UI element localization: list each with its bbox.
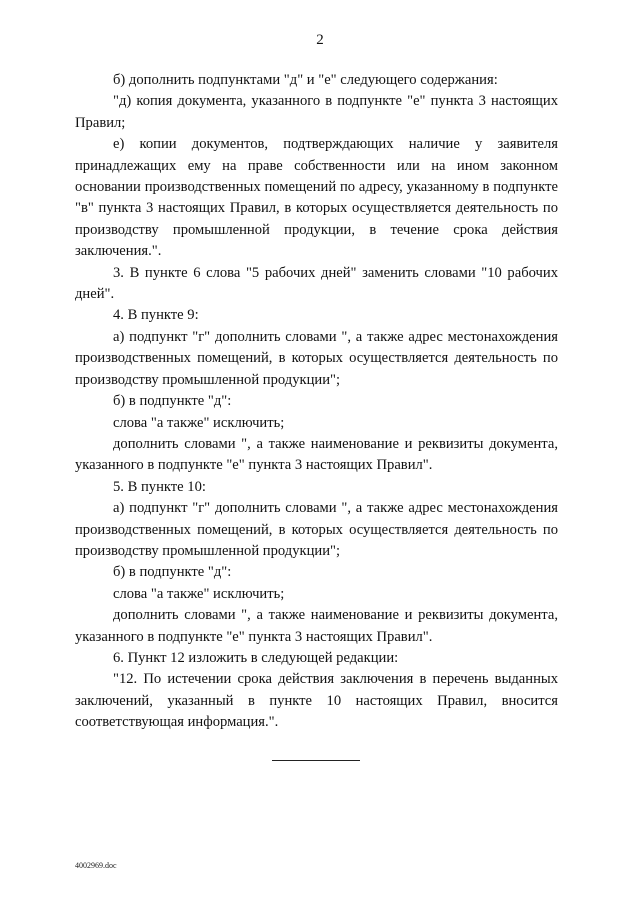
end-separator-line — [272, 760, 360, 761]
paragraph: слова "а также" исключить; — [113, 414, 285, 431]
paragraph: 3. В пункте 6 слова "5 рабочих дней" заменить словами "10 рабочих дней". — [75, 264, 558, 303]
paragraph: 6. Пункт 12 изложить в следующей редакции: — [113, 649, 399, 666]
paragraph: е) копии документов, подтверждающих наличие у заявителя принадлежащих ему на праве собственности или на ином законном основании производственных помещений по адресу, указанному в подпункте "в" пункта 3 настоящих Правил, в которых осуществляется деятельность по производству промышленной продукции, в течение срока действия заключения.". — [75, 136, 558, 260]
paragraph: а) подпункт "г" дополнить словами ", а также адрес местонахождения производственных помещений, в которых осуществляется деятельность по производству промышленной продукции"; — [75, 500, 558, 559]
paragraph: 5. В пункте 10: — [113, 478, 206, 495]
paragraph: б) в подпункте "д": — [113, 393, 232, 410]
paragraph: б) дополнить подпунктами "д" и "е" следующего содержания: — [113, 72, 498, 88]
page-number: 2 — [316, 32, 324, 48]
footer-filename: 4002969.doc — [75, 861, 117, 870]
paragraph: 4. В пункте 9: — [113, 307, 199, 324]
paragraph: слова "а также" исключить; — [113, 585, 285, 602]
document-body — [75, 70, 558, 734]
paragraph: "д) копия документа, указанного в подпункте "е" пункта 3 настоящих Правил; — [75, 93, 558, 131]
paragraph: дополнить словами ", а также наименование и реквизиты документа, указанного в подпункте "е" пункта 3 настоящих Правил". — [75, 435, 558, 474]
paragraph: дополнить словами ", а также наименование и реквизиты документа, указанного в подпункте "е" пункта 3 настоящих Правил". — [75, 607, 558, 645]
paragraph: а) подпункт "г" дополнить словами ", а также адрес местонахождения производственных помещений, в которых осуществляется деятельность по производству промышленной продукции"; — [75, 328, 558, 388]
paragraph: "12. По истечении срока действия заключения в перечень выданных заключений, указанный в пункте 10 настоящих Правил, вносится соответствующая информация.". — [75, 671, 558, 731]
paragraph: б) в подпункте "д": — [113, 564, 232, 581]
